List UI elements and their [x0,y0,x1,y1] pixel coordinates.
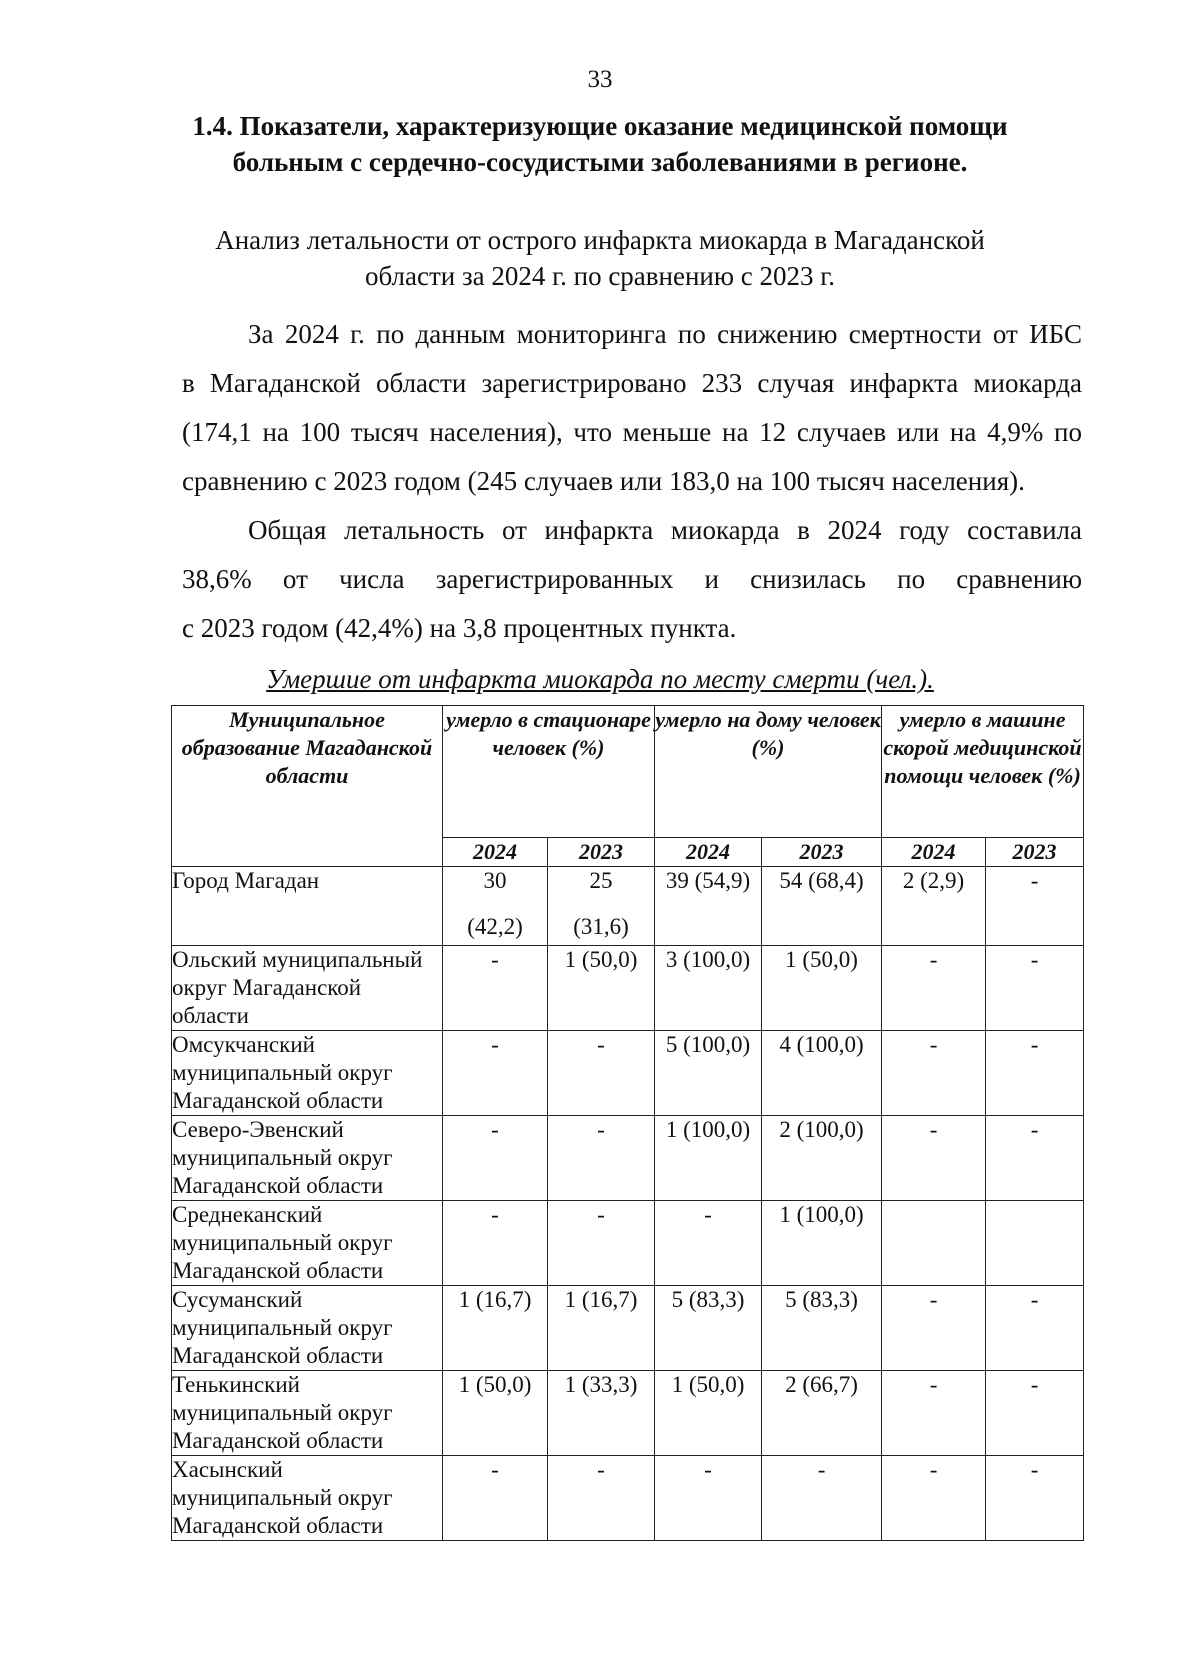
value-count: 2 (66,7) [785,1372,858,1397]
value-count: 2 (100,0) [779,1117,864,1142]
value-cell [443,1116,548,1201]
value-count: - [929,1117,938,1142]
value-count: 1 (16,7) [458,1287,532,1312]
value-cell [986,1031,1084,1116]
value-cell [762,1371,882,1456]
municipality-cell: Ольский муниципальный округ Магаданской области [172,946,443,1031]
value-count: 1 (33,3) [564,1372,638,1397]
paragraph-line: сравнению с 2023 годом (245 случаев или 183,0 на 100 тысяч населения). [182,466,1025,496]
value-cell [986,1116,1084,1201]
value-count: 1 (50,0) [671,1372,745,1397]
value-count: - [597,1032,605,1057]
value-count: - [1030,1287,1039,1312]
value-cell [882,1371,986,1456]
municipality-cell: Северо-Эвенский муниципальный округ Магаданской области [172,1116,443,1201]
header-year: 2024 [655,838,762,867]
value-count: - [704,1202,712,1227]
value-count: 4 (100,0) [779,1032,864,1057]
value-cell [443,867,548,946]
value-cell [986,1456,1084,1541]
table-row [172,946,1084,1031]
value-count: - [491,1032,499,1057]
value-cell [548,1031,655,1116]
value-cell [548,946,655,1031]
value-cell [443,1456,548,1541]
table-row [172,1286,1084,1371]
value-count: 30 [483,868,507,893]
value-cell [762,1116,882,1201]
value-cell [443,1201,548,1286]
value-cell [548,1456,655,1541]
value-cell [762,1201,882,1286]
value-count: - [1030,868,1039,893]
value-cell [882,1456,986,1541]
value-count: - [597,1457,605,1482]
value-cell [762,946,882,1031]
value-cell [882,1031,986,1116]
value-cell [882,867,986,946]
value-cell [882,1116,986,1201]
header-year: 2024 [443,838,548,867]
header-year: 2023 [548,838,655,867]
value-count: - [929,1032,938,1057]
table-row [172,1456,1084,1541]
table-row [172,867,1084,946]
value-count: 25 [589,868,613,893]
municipality-cell: Город Магадан [172,867,443,946]
value-cell [986,1371,1084,1456]
value-count: - [1030,1457,1039,1482]
value-cell [882,1201,986,1286]
value-count: - [1030,947,1039,972]
value-count: - [491,1202,499,1227]
header-year: 2023 [762,838,882,867]
value-count: 1 (50,0) [458,1372,532,1397]
value-cell [986,946,1084,1031]
section-heading [150,108,1050,180]
value-count: 5 (83,3) [785,1287,858,1312]
paragraph-line: (174,1 на 100 тысяч населения), что меньше на 12 случаев или на 4,9% по [182,417,1082,447]
table-row [172,1031,1084,1116]
municipality-cell: Омсукчанский муниципальный округ Магаданской области [172,1031,443,1116]
value-cell [762,867,882,946]
value-count: 54 (68,4) [779,868,864,893]
header-municipality: Муниципальное образование Магаданской области [172,706,443,867]
value-cell [655,1456,762,1541]
header-year: 2023 [986,838,1084,867]
value-count: - [929,947,938,972]
value-count: 1 (100,0) [779,1202,864,1227]
page-number: 33 [587,66,613,93]
subheading-line: Анализ летальности от острого инфаркта миокарда в Магаданской [215,225,985,255]
value-cell [762,1031,882,1116]
value-count: - [929,1457,938,1482]
value-cell [548,867,655,946]
value-count: - [491,1117,499,1142]
header-ambulance: умерло в машине скорой медицинской помощи человек (%) [882,706,1084,838]
value-cell [882,946,986,1031]
value-count: 1 (100,0) [665,1117,751,1142]
value-cell [655,1031,762,1116]
value-cell [986,867,1084,946]
header-home: умерло на дому человек (%) [655,706,882,838]
municipality-cell: Тенькинский муниципальный округ Магаданской области [172,1371,443,1456]
value-cell [655,1201,762,1286]
table-caption: Умершие от инфаркта миокарда по месту смерти (чел.). [266,664,934,694]
deaths-by-place-table [171,705,1084,1541]
paragraph-line: 38,6% от числа зарегистрированных и снизилась по сравнению [182,564,1082,594]
value-cell [986,1286,1084,1371]
value-count: 39 (54,9) [665,868,751,893]
value-cell [548,1116,655,1201]
subheading-line: области за 2024 г. по сравнению с 2023 г. [364,261,836,291]
value-cell [548,1371,655,1456]
header-hospital: умерло в стационаре человек (%) [443,706,655,838]
municipality-cell: Хасынский муниципальный округ Магаданской области [172,1456,443,1541]
paragraph-line: в Магаданской области зарегистрировано 233 случая инфаркта миокарда [182,368,1082,398]
value-count: - [817,1457,826,1482]
value-count: 2 (2,9) [902,868,965,893]
value-cell [762,1456,882,1541]
paragraph-line: Общая летальность от инфаркта миокарда в 2024 году составила [248,515,1082,545]
value-cell [986,1201,1084,1286]
value-count: - [704,1457,712,1482]
value-cell [443,946,548,1031]
value-count: 5 (83,3) [671,1287,745,1312]
value-count: - [491,1457,499,1482]
section-heading-line: больным с сердечно-сосудистыми заболеваниями в регионе. [232,147,968,177]
municipality-cell: Сусуманский муниципальный округ Магаданской области [172,1286,443,1371]
table-row [172,1201,1084,1286]
value-count: - [929,1287,938,1312]
value-count: - [597,1202,605,1227]
value-count: 1 (50,0) [564,947,638,972]
table-body [172,867,1084,1541]
value-cell [548,1286,655,1371]
value-cell [882,1286,986,1371]
value-percent: (31,6) [573,914,629,939]
value-count: 5 (100,0) [665,1032,751,1057]
value-cell [762,1286,882,1371]
value-cell [655,1371,762,1456]
value-cell [655,1286,762,1371]
value-cell [443,1371,548,1456]
value-count: - [597,1117,605,1142]
municipality-cell: Среднеканский муниципальный округ Магаданской области [172,1201,443,1286]
paragraph-line: с 2023 годом (42,4%) на 3,8 процентных пункта. [182,613,737,643]
value-count: 1 (50,0) [785,947,858,972]
value-cell [443,1286,548,1371]
value-count: - [1030,1032,1039,1057]
paragraph-incidence [182,310,1082,506]
value-count: - [929,1372,938,1397]
section-heading-line: 1.4. Показатели, характеризующие оказание медицинской помощи [192,111,1008,141]
paragraph-lethality [182,506,1082,653]
value-count: - [1030,1372,1039,1397]
value-cell [655,1116,762,1201]
paragraph-line: За 2024 г. по данным мониторинга по снижению смертности от ИБС [248,319,1082,349]
value-cell [655,946,762,1031]
value-count: - [1030,1117,1039,1142]
value-cell [548,1201,655,1286]
value-count: 1 (16,7) [564,1287,638,1312]
table-row [172,1116,1084,1201]
value-cell [443,1031,548,1116]
value-cell [655,867,762,946]
value-count: - [491,947,499,972]
header-year: 2024 [882,838,986,867]
table-row [172,1371,1084,1456]
value-percent: (42,2) [467,914,523,939]
subheading [150,222,1050,294]
value-count: 3 (100,0) [665,947,751,972]
